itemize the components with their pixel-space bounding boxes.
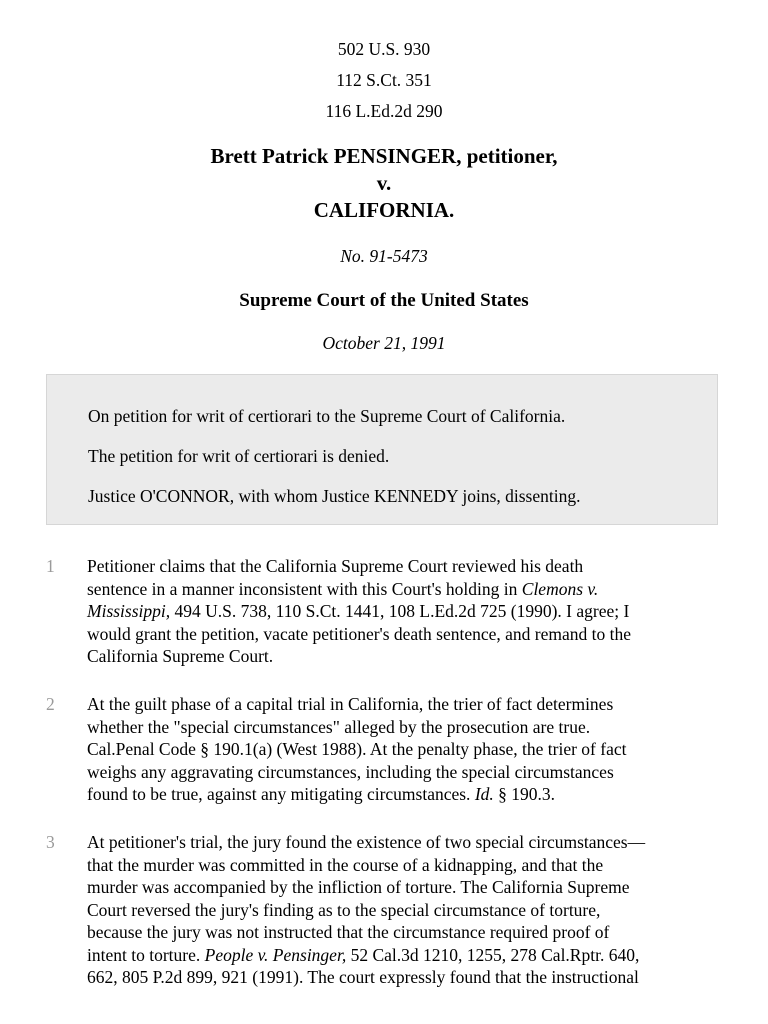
respondent-name: CALIFORNIA. [313,198,455,222]
summary-dissent-line: Justice O'CONNOR, with whom Justice KENNEDY joins, dissenting. [88,486,581,506]
text-line: that the murder was committed in the course of a kidnapping, and that the [87,854,604,875]
text-line: sentence in a manner inconsistent with this Court's holding in Clemons v. [87,578,599,599]
summary-box [46,374,718,525]
text-line: California Supreme Court. [87,646,274,666]
court-name: Supreme Court of the United States [239,290,529,311]
text-line: At the guilt phase of a capital trial in California, the trier of fact determines [87,694,614,714]
petitioner-name: Brett Patrick PENSINGER, petitioner, [210,144,558,168]
text-line: At petitioner's trial, the jury found the existence of two special circumstances— [87,832,646,852]
citation-led: 116 L.Ed.2d 290 [325,101,443,121]
case-citation-italic: People v. Pensinger, [204,944,347,965]
paragraph-number: 3 [46,832,55,852]
case-citation-italic: Mississippi, [87,601,171,621]
summary-disposition-line: The petition for writ of certiorari is denied. [88,446,390,466]
paragraph-text [87,555,727,668]
citation-sct: 112 S.Ct. 351 [336,70,432,90]
versus-label: v. [376,171,392,195]
text-line: Petitioner claims that the California Supreme Court reviewed his death [87,556,584,576]
summary-petition-line: On petition for writ of certiorari to the Supreme Court of California. [88,406,566,426]
text-line: found to be true, against any mitigating circumstances. Id. § 190.3. [87,784,556,804]
text-line: would grant the petition, vacate petitioner's death sentence, and remand to the [87,623,632,644]
text-line: Cal.Penal Code § 190.1(a) (West 1988). At the penalty phase, the trier of fact [87,739,627,759]
citation-block [0,34,768,127]
decision-date: October 21, 1991 [322,333,446,353]
text-line: whether the "special circumstances" alleged by the prosecution are true. [87,716,591,737]
citation-us: 502 U.S. 930 [337,39,431,59]
text-line: because the jury was not instructed that the circumstance required proof of [87,922,610,942]
text-line: weighs any aggravating circumstances, including the special circumstances [87,761,614,782]
paragraph-text [87,831,727,989]
text-line: murder was accompanied by the infliction of torture. The California Supreme [87,877,630,897]
docket-number: No. 91-5473 [340,246,428,266]
text-line: Court reversed the jury's finding as to the special circumstance of torture, [87,899,601,920]
text-line: intent to torture. People v. Pensinger, 52 Cal.3d 1210, 1255, 278 Cal.Rptr. 640, [87,944,640,965]
citation-italic: Id. [474,784,494,804]
case-caption [0,143,768,224]
text-line: 662, 805 P.2d 899, 921 (1991). The court expressly found that the instructional [87,967,639,987]
paragraph-number: 1 [46,556,55,576]
paragraph-number: 2 [46,694,55,714]
paragraph-text [87,693,727,806]
text-line: Mississippi, 494 U.S. 738, 110 S.Ct. 1441, 108 L.Ed.2d 725 (1990). I agree; I [87,601,630,621]
case-citation-italic: Clemons v. [521,578,599,599]
